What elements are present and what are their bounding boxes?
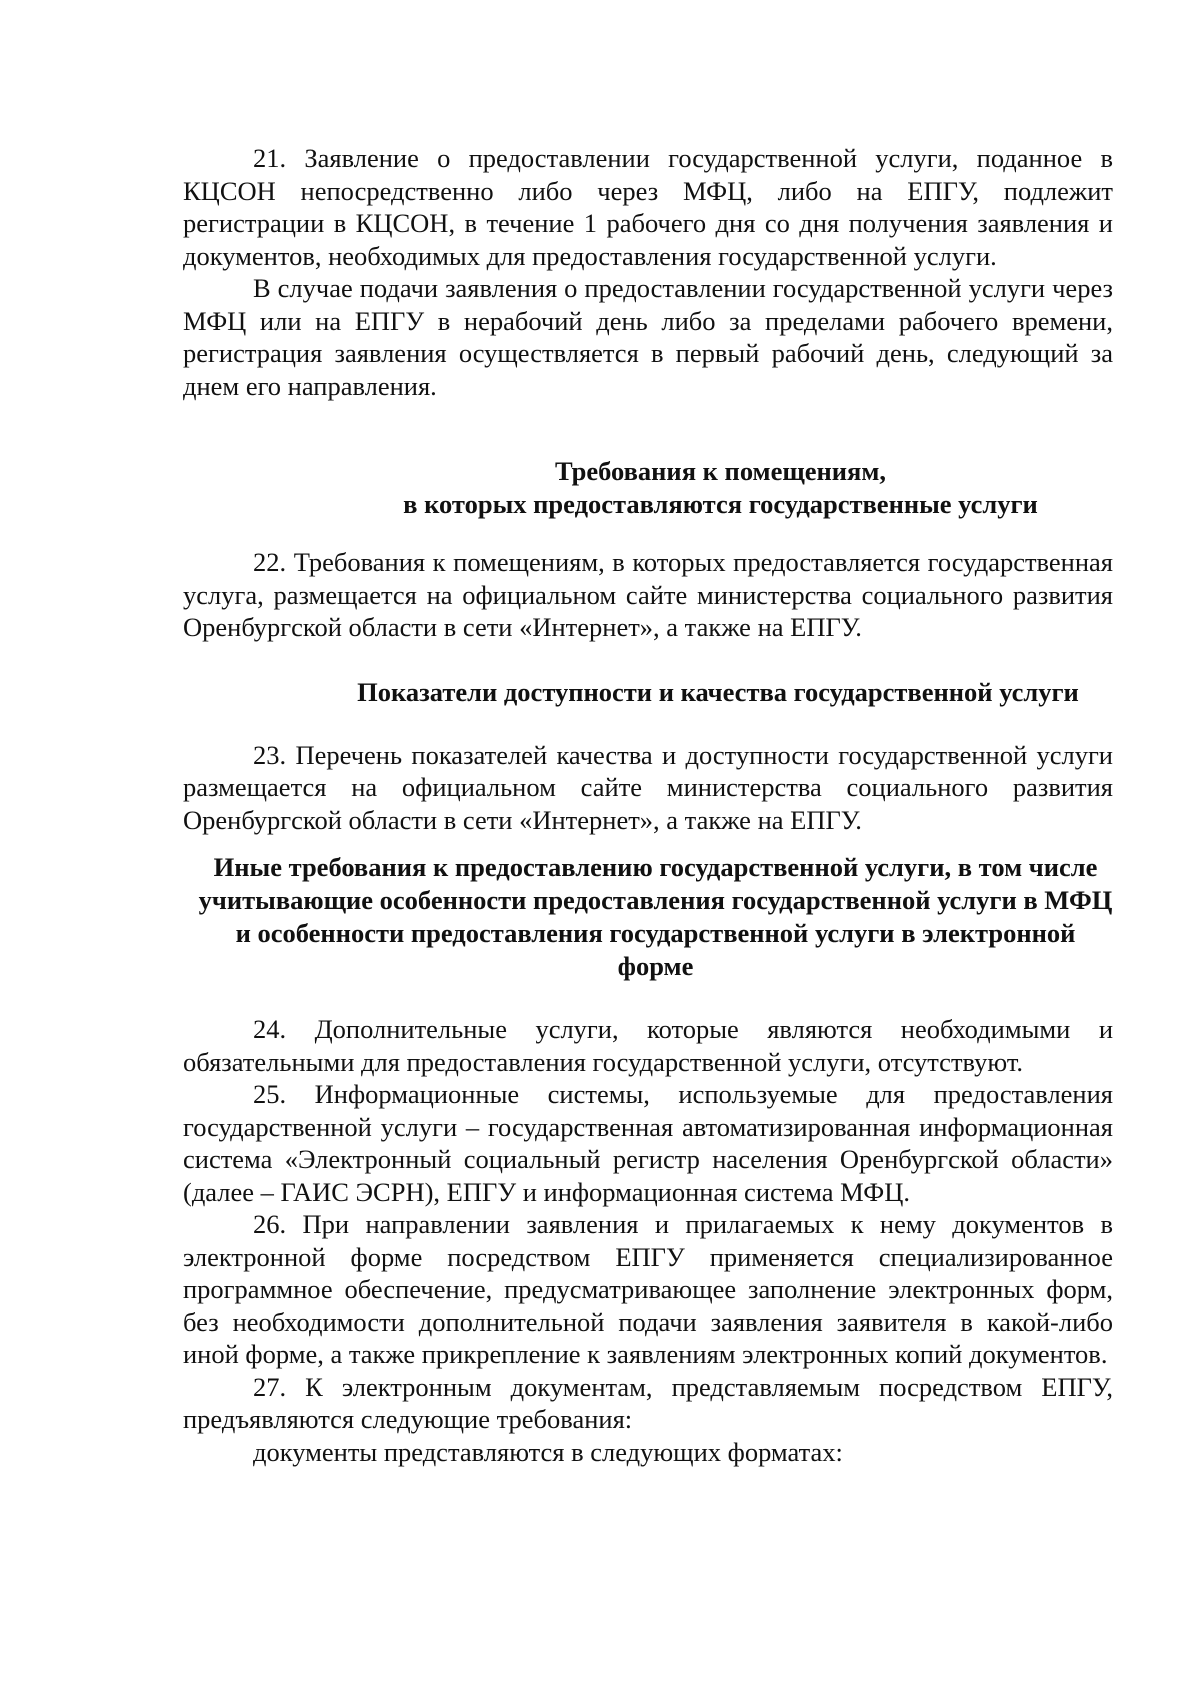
paragraph-24: 24. Дополнительные услуги, которые являются необходимыми и обязательными для предоставления государственной услуги, отсутствуют. (183, 1014, 1113, 1077)
paragraph-27: 27. К электронным документам, представляемым посредством ЕПГУ, предъявляются следующие требования: (183, 1371, 1113, 1434)
paragraph-26: 26. При направлении заявления и прилагаемых к нему документов в электронной форме посредством ЕПГУ применяется специализированное программное обеспечение, предусматривающее заполнение электронных форм, без необходимости дополнительной подачи заявления заявителя в какой-либо иной форме, а также прикрепление к заявлениям электронных копий документов. (183, 1209, 1113, 1369)
document-body (183, 142, 1113, 1468)
paragraph-21: 21. Заявление о предоставлении государственной услуги, поданное в КЦСОН непосредственно либо через МФЦ, либо на ЕПГУ, подлежит регистрации в КЦСОН, в течение 1 рабочего дня со дня получения заявления и документов, необходимых для предоставления государственной услуги. (183, 143, 1113, 271)
paragraph-27-formats: документы представляются в следующих форматах: (253, 1436, 843, 1467)
heading-premises-line-1: Требования к помещениям, (554, 456, 887, 486)
heading-premises-line-2: в которых предоставляются государственные услуги (403, 489, 1038, 519)
paragraph-23: 23. Перечень показателей качества и доступности государственной услуги размещается на официальном сайте министерства социального развития Оренбургской области в сети «Интернет», а также на ЕПГУ. (183, 739, 1113, 835)
paragraph-25: 25. Информационные системы, используемые для предоставления государственной услуги – государственная автоматизированная информационная система «Электронный социальный регистр населения Оренбургской области» (далее – ГАИС ЭСРН), ЕПГУ и информационная система МФЦ. (183, 1079, 1113, 1207)
paragraph-21-continued: В случае подачи заявления о предоставлении государственной услуги через МФЦ или на ЕПГУ в нерабочий день либо за пределами рабочего времени, регистрация заявления осуществляется в первый рабочий день, следующий за днем его направления. (183, 273, 1113, 401)
heading-accessibility-indicators: Показатели доступности и качества государственной услуги (357, 676, 1079, 707)
paragraph-22: 22. Требования к помещениям, в которых предоставляется государственная услуга, размещается на официальном сайте министерства социального развития Оренбургской области в сети «Интернет», а также на ЕПГУ. (183, 547, 1113, 642)
heading-premises-requirements (183, 455, 1113, 521)
heading-other-requirements: Иные требования к предоставлению государственной услуги, в том числе учитывающие особенности предоставления государственной услуги в МФЦ и особенности предоставления государственной услуги в электронной форме (198, 852, 1113, 981)
